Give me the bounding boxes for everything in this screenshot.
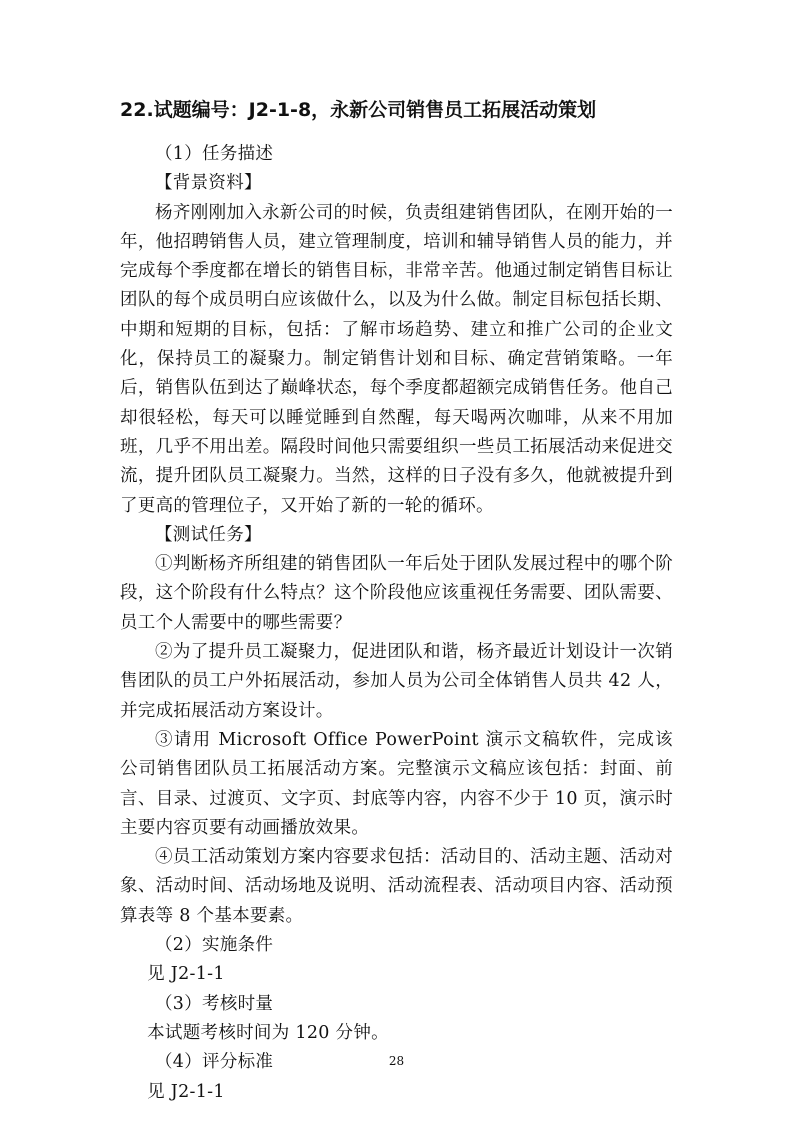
background-paragraph: 杨齐刚刚加入永新公司的时候，负责组建销售团队，在刚开始的一年，他招聘销售人员，建立管理制度，培训和辅导销售人员的能力，并完成每个季度都在增长的销售目标，非常辛苦。他通过制定销售目标让团队的每个成员明白应该做什么，以及为什么做。制定目标包括长期、中期和短期的目标，包括：了解市场趋势、建立和推广公司的企业文化，保持员工的凝聚力。制定销售计划和目标、确定营销策略。一年后，销售队伍到达了巅峰状态，每个季度都超额完成销售任务。他自己却很轻松，每天可以睡觉睡到自然醒，每天喝两次咖啡，从来不用加班，几乎不用出差。隔段时间他只需要组织一些员工拓展活动来促进交流，提升团队员工凝聚力。当然，这样的日子没有多久，他就被提升到了更高的管理位子，又开始了新的一轮的循环。 <box>120 202 673 516</box>
test-task-heading: 【测试任务】 <box>155 524 262 545</box>
test-item-1: ①判断杨齐所组建的销售团队一年后处于团队发展过程中的哪个阶段，这个阶段有什么特点？这个阶段他应该重视任务需要、团队需要、员工个人需要中的哪些需要？ <box>120 554 673 633</box>
time-text: 本试题考核时间为 120 分钟。 <box>147 1022 389 1043</box>
document-body <box>120 140 673 1107</box>
section-task-heading: （1）任务描述 <box>155 144 274 164</box>
test-item-4: ④员工活动策划方案内容要求包括：活动目的、活动主题、活动对象、活动时间、活动场地及说明、活动流程表、活动项目内容、活动预算表等 8 个基本要素。 <box>120 847 673 926</box>
scoring-text: 见 J2-1-1 <box>147 1081 225 1102</box>
document-title: 22.试题编号：J2-1-8，永新公司销售员工拓展活动策划 <box>120 99 597 121</box>
section-time-heading: （3）考核时量 <box>155 993 274 1014</box>
background-heading: 【背景资料】 <box>155 173 262 194</box>
section-scoring-heading: （4）评分标准 <box>155 1052 274 1073</box>
test-item-3: ③请用 Microsoft Office PowerPoint 演示文稿软件，完成该公司销售团队员工拓展活动方案。完整演示文稿应该包括：封面、前言、目录、过渡页、文字页、封底等内容，内容不少于 10 页，演示时主要内容页要有动画播放效果。 <box>120 729 673 838</box>
section-conditions-heading: （2）实施条件 <box>155 935 274 956</box>
test-item-2: ②为了提升员工凝聚力，促进团队和谐，杨齐最近计划设计一次销售团队的员工户外拓展活动，参加人员为公司全体销售人员共 42 人，并完成拓展活动方案设计。 <box>120 642 673 721</box>
conditions-text: 见 J2-1-1 <box>147 964 225 985</box>
page-number: 28 <box>388 1054 405 1068</box>
